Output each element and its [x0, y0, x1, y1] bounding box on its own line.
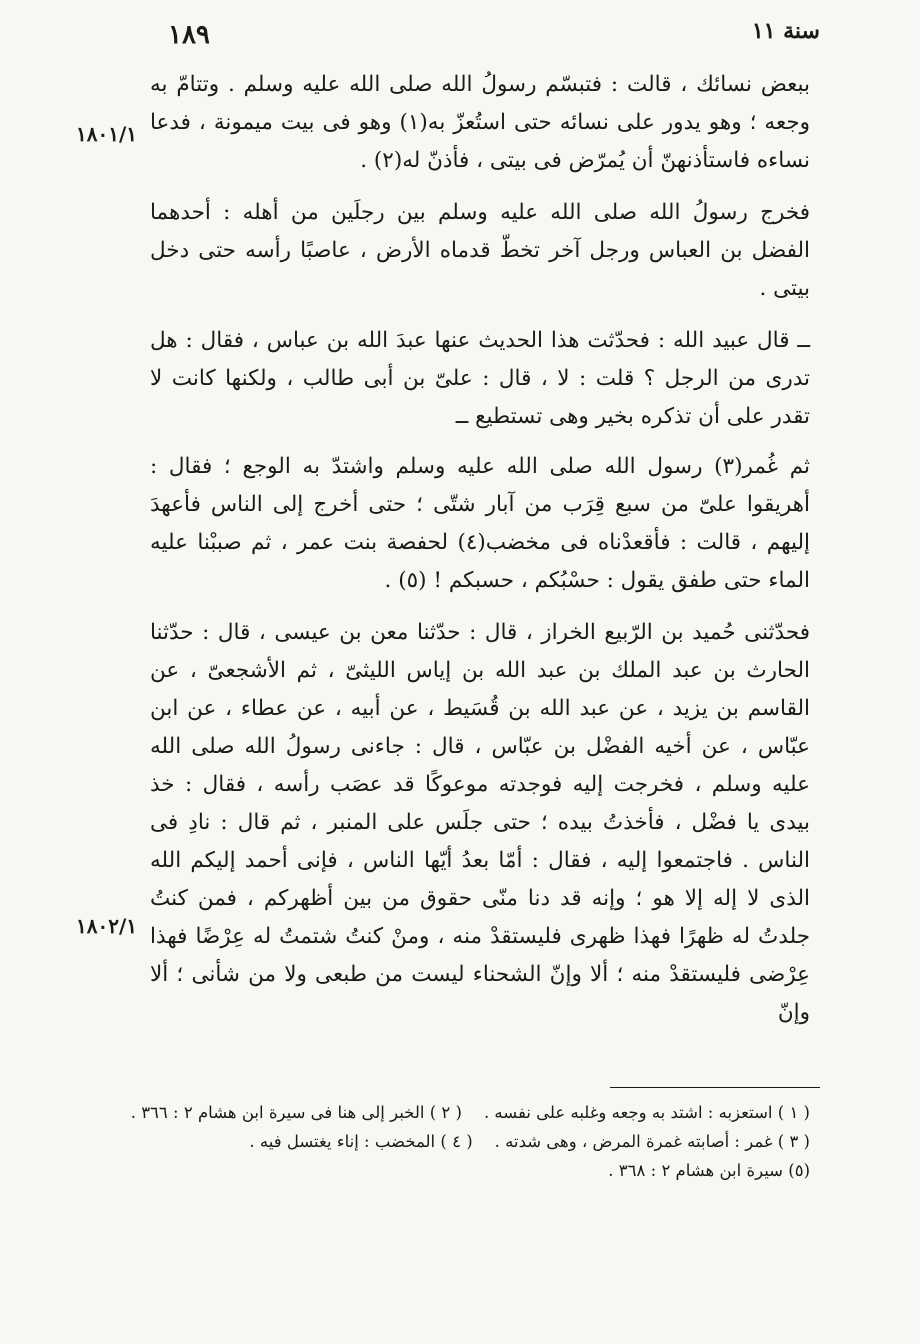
margin-reference-1: ١٨٠١/١: [76, 122, 138, 146]
footnotes: [130, 1098, 810, 1185]
footnote-row: [130, 1098, 810, 1127]
paragraph: فحدّثنى حُميد بن الرّبيع الخراز ، قال : حدّثنا معن بن عيسى ، قال : حدّثنا الحارث بن عبد الملك بن عبد الله بن إياس الليثىّ ، ثم الأشجعىّ ، عن القاسم بن يزيد ، عن عبد الله بن قُسَيط ، عن أبيه ، عن عطاء ، عن ابن عبّاس ، عن أخيه الفضْل بن عبّاس ، قال : جاءنى رسولُ الله صلى الله عليه وسلم ، فخرجت إليه فوجدته موعوكًا قد عصَب رأسه ، فقال : خذ بيدى يا فضْل ، فأخذتُ بيده ؛ حتى جلَس على المنبر ، ثم قال : نادِ فى الناس . فاجتمعوا إليه ، فقال : أمّا بعدُ أيّها الناس ، فإنى أحمد إليكم الله الذى لا إله إلا هو ؛ وإنه قد دنا منّى حقوق من بين أظهركم ، فمن كنتُ جلدتُ له ظهرًا فهذا ظهرى فليستقدْ منه ، ومنْ كنتُ شتمتُ له عِرْضًا فهذا عِرْضى فليستقدْ منه ؛ ألا وإنّ الشحناء ليست من طبعى ولا من شأنى ؛ ألا وإنّ: [150, 620, 810, 1025]
paragraph: ببعض نسائك ، قالت : فتبسّم رسولُ الله صلى الله عليه وسلم . وتتامّ به وجعه ؛ وهو يدور على نسائه حتى استُعزّ به(١) وهو فى بيت ميمونة ، فدعا نساءه فاستأذنهنّ أن يُمرّض فى بيتى ، فأذنّ له(٢) .: [150, 72, 810, 173]
footnote: ( ٣ ) غمر : أصابته غمرة المرض ، وهى شدته .: [494, 1132, 810, 1151]
footnote-row: [150, 1156, 810, 1185]
paragraph: ثم غُمر(٣) رسول الله صلى الله عليه وسلم واشتدّ به الوجع ؛ فقال : أهريقوا علىّ من سبع قِرَب من آبار شتّى ؛ حتى أخرج إلى الناس فأعهدَ إليهم ، قالت : فأقعدْناه فى مخضب(٤) لحفصة بنت عمر ، ثم صببْنا عليه الماء حتى طفق يقول : حسْبُكم ، حسبكم ! (٥) .: [150, 454, 810, 593]
footnote-divider: [610, 1087, 820, 1088]
footnote: ( ٤ ) المخضب : إناء يغتسل فيه .: [249, 1132, 473, 1151]
year-label: سنة ١١: [751, 18, 820, 44]
footnote: ( ١ ) استعزبه : اشتد به وجعه وغلبه على نفسه .: [483, 1103, 810, 1122]
footnote: (٥) سيرة ابن هشام ٢ : ٣٦٨ .: [608, 1161, 810, 1180]
paragraph: ــ قال عبيد الله : فحدّثت هذا الحديث عنها عبدَ الله بن عباس ، فقال : هل تدرى من الرجل ؟ قلت : لا ، قال : علىّ بن أبى طالب ، ولكنها كانت لا تقدر على أن تذكره بخير وهى تستطيع ــ: [150, 328, 810, 429]
page-number: ١٨٩: [168, 20, 210, 50]
footnote-row: [150, 1127, 810, 1156]
footnote: ( ٢ ) الخبر إلى هنا فى سيرة ابن هشام ٢ : ٣٦٦ .: [130, 1103, 462, 1122]
paragraph: فخرج رسولُ الله صلى الله عليه وسلم بين رجلَين من أهله : أحدهما الفضل بن العباس ورجل آخر تخطّ قدماه الأرض ، عاصبًا رأسه حتى دخل بيتى .: [150, 200, 810, 301]
margin-reference-2: ١٨٠٢/١: [76, 914, 138, 938]
page-header: [0, 14, 920, 64]
body-text: [150, 66, 810, 1040]
